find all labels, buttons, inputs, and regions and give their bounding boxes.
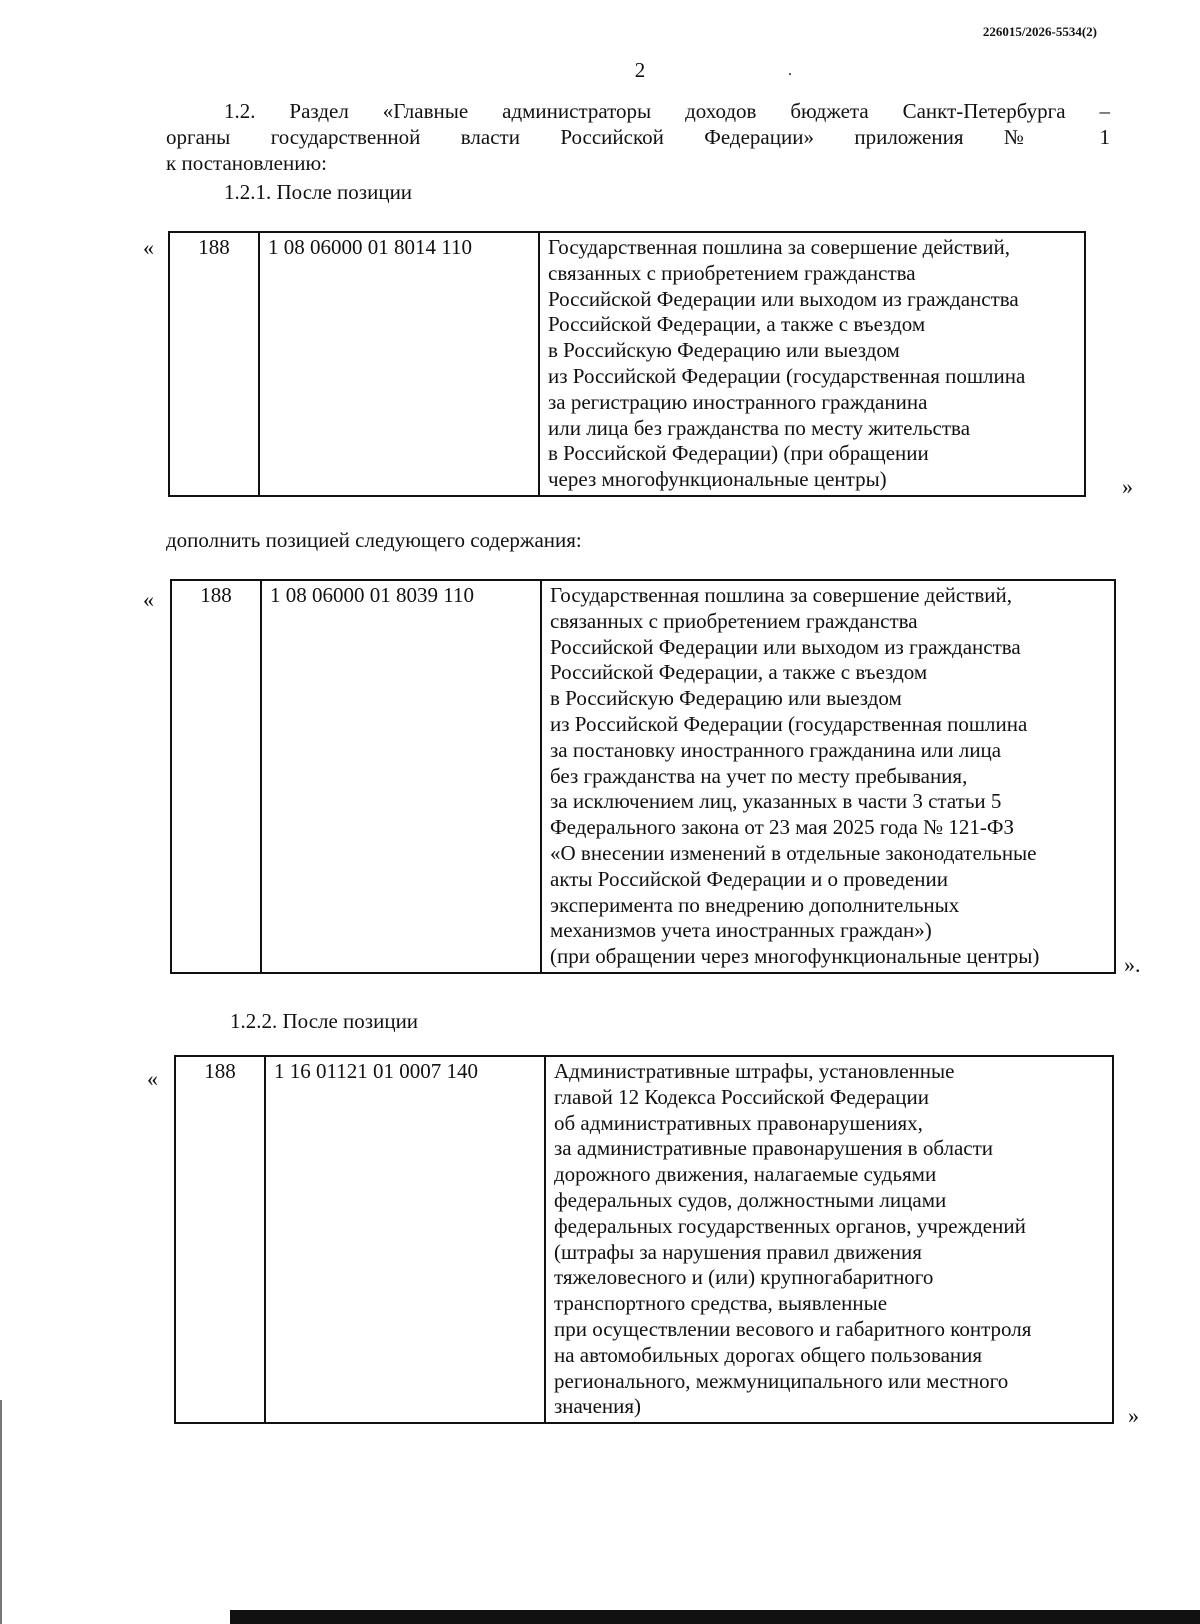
subsection-1-2-2-heading: 1.2.2. После позиции [230,1009,419,1033]
open-quote-3: « [147,1066,158,1091]
income-code-cell: 1 16 01121 01 0007 140 [265,1056,545,1423]
position-table-3 [174,1055,1114,1424]
open-quote-1: « [143,235,154,260]
section-intro-line-2: органы государственной власти Российской Федерации» приложения № 1 [166,125,1110,149]
scan-mark: . [788,62,792,79]
income-code-cell: 1 08 06000 01 8014 110 [259,232,539,496]
admin-code-cell: 188 [171,580,261,973]
add-position-text: дополнить позицией следующего содержания: [166,528,582,552]
document-registration-number: 226015/2026-5534(2) [982,24,1097,39]
table-row [175,1056,1113,1423]
open-quote-2: « [143,587,154,612]
close-quote-1: » [1122,474,1133,499]
section-intro-line-1: 1.2. Раздел «Главные администраторы доходов бюджета Санкт-Петербурга – [224,99,1110,123]
close-quote-3: » [1128,1403,1139,1428]
description-cell: Административные штрафы, установленные главой 12 Кодекса Российской Федерации об административных правонарушениях, за административные правонарушения в области дорожного движения, налагаемые судьями федеральных судов, должностными лицами федеральных государственных органов, учреждений (штрафы за нарушения правил движения тяжеловесного и (или) крупногабаритного транспортного средства, выявленные при осуществлении весового и габаритного контроля на автомобильных дорогах общего пользования регионального, межмуниципального или местного значения) [545,1056,1113,1423]
page-number: 2 [634,58,646,82]
scan-bottom-bar [230,1610,1200,1624]
income-code-cell: 1 08 06000 01 8039 110 [261,580,541,973]
subsection-1-2-1-heading: 1.2.1. После позиции [224,180,413,204]
section-intro-line-3: к постановлению: [166,151,327,175]
description-cell: Государственная пошлина за совершение действий, связанных с приобретением гражданства Российской Федерации или выходом из гражданства Российской Федерации, а также с въездом в Российскую Федерацию или выездом из Российской Федерации (государственная пошлина за постановку иностранного гражданина или лица без гражданства на учет по месту пребывания, за исключением лиц, указанных в части 3 статьи 5 Федерального закона от 23 мая 2025 года № 121-ФЗ «О внесении изменений в отдельные законодательные акты Российской Федерации и о проведении эксперимента по внедрению дополнительных механизмов учета иностранных граждан») (при обращении через многофункциональные центры) [541,580,1115,973]
admin-code-cell: 188 [175,1056,265,1423]
table-row [169,232,1085,496]
admin-code-cell: 188 [169,232,259,496]
table-row [171,580,1115,973]
scan-edge-line [0,1400,2,1624]
position-table-2 [170,579,1116,974]
position-table-1 [168,231,1086,497]
close-quote-2: ». [1124,952,1141,977]
description-cell: Государственная пошлина за совершение действий, связанных с приобретением гражданства Российской Федерации или выходом из гражданства Российской Федерации, а также с въездом в Российскую Федерацию или выездом из Российской Федерации (государственная пошлина за регистрацию иностранного гражданина или лица без гражданства по месту жительства в Российской Федерации) (при обращении через многофункциональные центры) [539,232,1085,496]
